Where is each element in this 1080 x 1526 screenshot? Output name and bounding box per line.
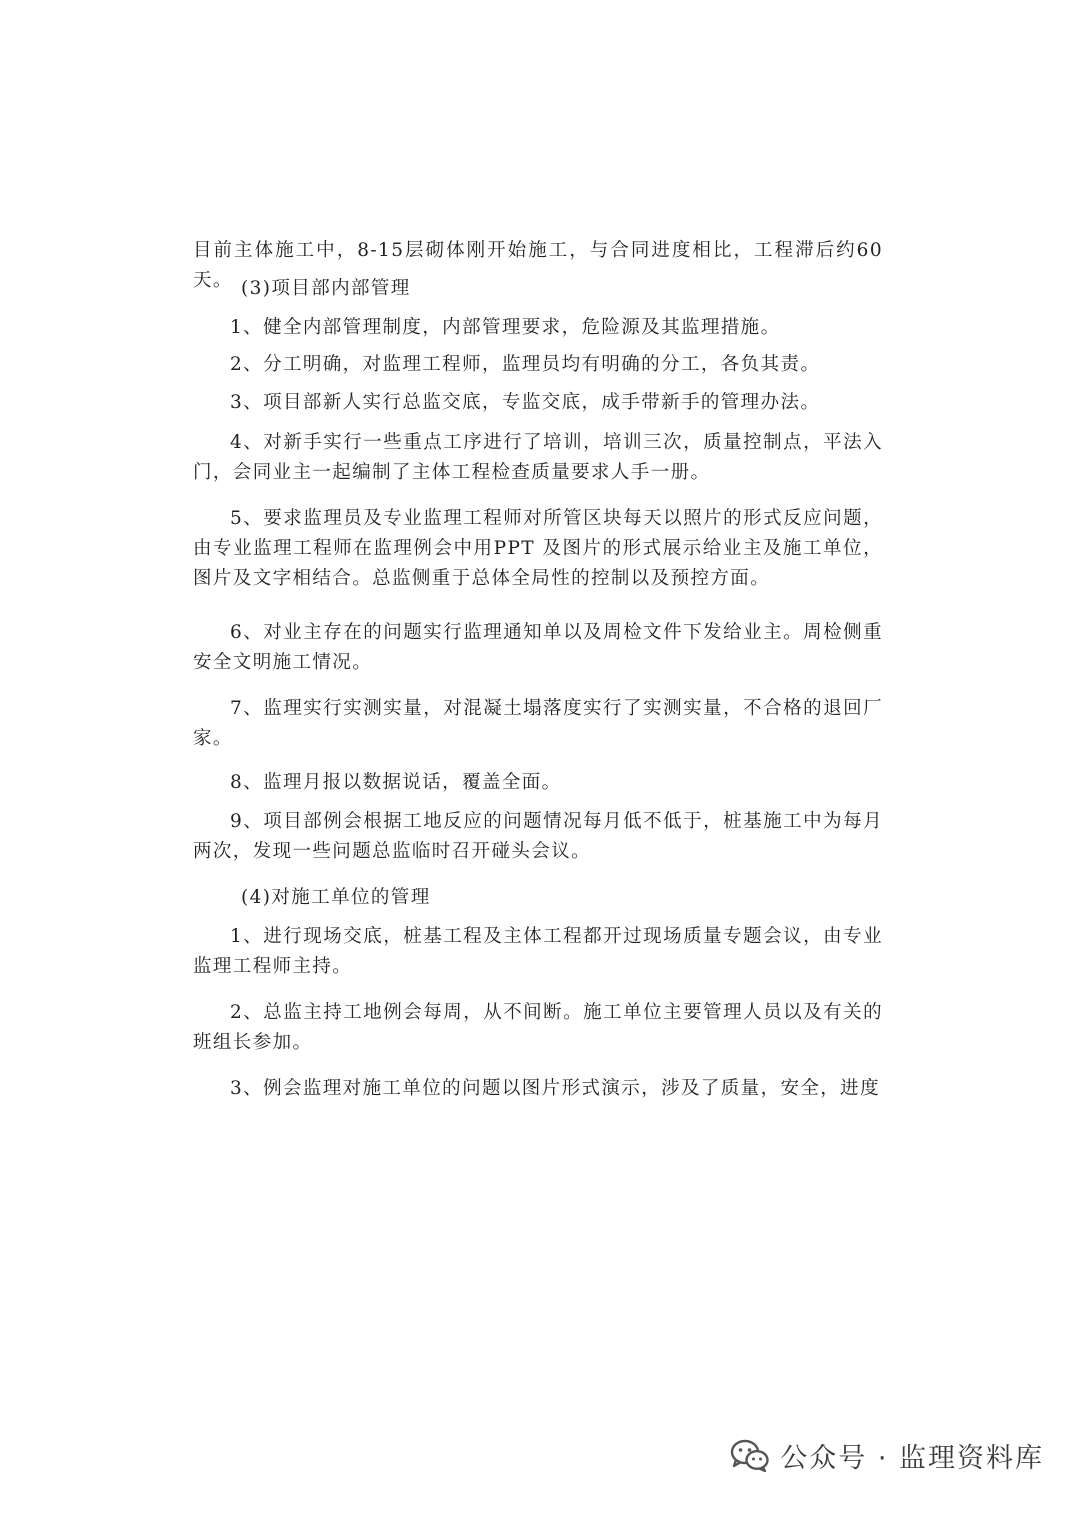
watermark-text: 公众号 · 监理资料库	[780, 1443, 1044, 1474]
list-item: 3、项目部新人实行总监交底，专监交底，成手带新手的管理办法。	[230, 392, 821, 413]
section-heading-internal-management: (3)项目部内部管理	[241, 278, 411, 299]
list-item: 3、例会监理对施工单位的问题以图片形式演示，涉及了质量，安全，进度	[230, 1078, 880, 1099]
wechat-icon	[730, 1439, 770, 1473]
list-item: 2、分工明确，对监理工程师，监理员均有明确的分工，各负其责。	[230, 354, 821, 375]
list-item: 4、对新手实行一些重点工序进行了培训，培训三次，质量控制点，平法入门，会同业主一起编制了主体工程检查质量要求人手一册。	[193, 432, 883, 483]
list-item: 8、监理月报以数据说话，覆盖全面。	[230, 772, 562, 793]
watermark	[730, 1436, 1044, 1475]
list-item: 7、监理实行实测实量，对混凝土塌落度实行了实测实量，不合格的退回厂家。	[193, 698, 883, 749]
list-item: 6、对业主存在的问题实行监理通知单以及周检文件下发给业主。周检侧重安全文明施工情况。	[193, 622, 883, 673]
list-item: 1、健全内部管理制度，内部管理要求，危险源及其监理措施。	[230, 317, 781, 338]
section-heading-contractor-management: (4)对施工单位的管理	[241, 887, 431, 908]
list-item: 5、要求监理员及专业监理工程师对所管区块每天以照片的形式反应问题，由专业监理工程师在监理例会中用PPT 及图片的形式展示给业主及施工单位，图片及文字相结合。总监侧重于总体全局性的控制以及预控方面。	[193, 508, 883, 589]
list-item: 1、进行现场交底，桩基工程及主体工程都开过现场质量专题会议，由专业监理工程师主持。	[193, 926, 883, 977]
list-item: 9、项目部例会根据工地反应的问题情况每月低不低于，桩基施工中为每月两次，发现一些问题总监临时召开碰头会议。	[193, 811, 883, 862]
paragraph-progress: 目前主体施工中，8-15层砌体刚开始施工，与合同进度相比，工程滞后约60天。	[193, 240, 883, 291]
list-item: 2、总监主持工地例会每周，从不间断。施工单位主要管理人员以及有关的班组长参加。	[193, 1002, 883, 1053]
